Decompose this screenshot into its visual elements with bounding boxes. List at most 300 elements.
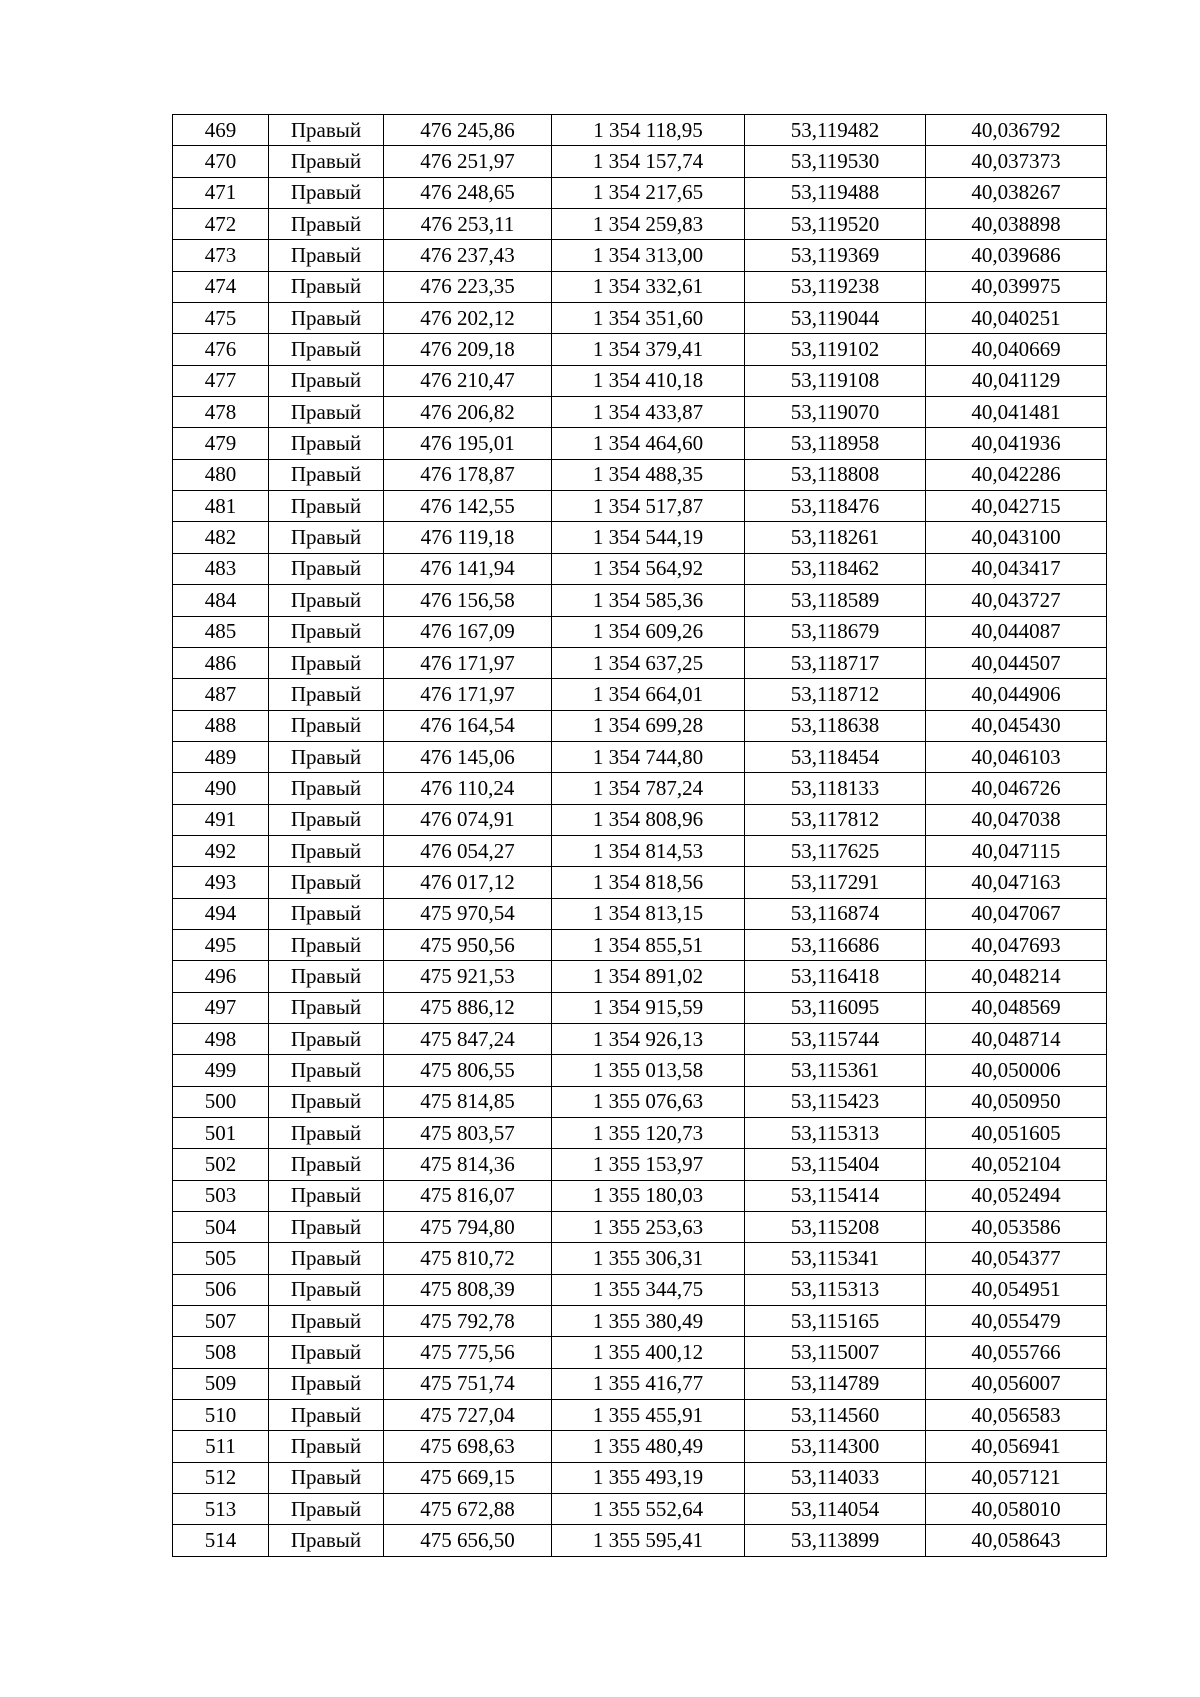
y-coordinate-cell: 1 354 379,41	[552, 334, 745, 365]
point-number-cell: 486	[173, 647, 269, 678]
table-row	[173, 303, 1107, 334]
side-cell: Правый	[269, 553, 384, 584]
table-row	[173, 271, 1107, 302]
x-coordinate-cell: 475 814,85	[384, 1086, 552, 1117]
side-cell: Правый	[269, 240, 384, 271]
y-coordinate-cell: 1 354 585,36	[552, 585, 745, 616]
x-coordinate-cell: 475 847,24	[384, 1023, 552, 1054]
latitude-cell: 53,115007	[745, 1337, 926, 1368]
x-coordinate-cell: 476 141,94	[384, 553, 552, 584]
point-number-cell: 501	[173, 1118, 269, 1149]
side-cell: Правый	[269, 647, 384, 678]
latitude-cell: 53,119044	[745, 303, 926, 334]
point-number-cell: 503	[173, 1180, 269, 1211]
longitude-cell: 40,039975	[926, 271, 1107, 302]
x-coordinate-cell: 475 698,63	[384, 1431, 552, 1462]
table-row	[173, 867, 1107, 898]
table-row	[173, 1494, 1107, 1525]
side-cell: Правый	[269, 522, 384, 553]
y-coordinate-cell: 1 354 699,28	[552, 710, 745, 741]
latitude-cell: 53,117291	[745, 867, 926, 898]
x-coordinate-cell: 476 210,47	[384, 365, 552, 396]
point-number-cell: 509	[173, 1368, 269, 1399]
latitude-cell: 53,119482	[745, 115, 926, 146]
latitude-cell: 53,113899	[745, 1525, 926, 1556]
latitude-cell: 53,118717	[745, 647, 926, 678]
table-row	[173, 898, 1107, 929]
side-cell: Правый	[269, 867, 384, 898]
longitude-cell: 40,046726	[926, 773, 1107, 804]
table-row	[173, 1243, 1107, 1274]
table-row	[173, 929, 1107, 960]
point-number-cell: 495	[173, 929, 269, 960]
point-number-cell: 481	[173, 491, 269, 522]
y-coordinate-cell: 1 354 410,18	[552, 365, 745, 396]
x-coordinate-cell: 476 251,97	[384, 146, 552, 177]
latitude-cell: 53,115404	[745, 1149, 926, 1180]
table-row	[173, 679, 1107, 710]
y-coordinate-cell: 1 354 787,24	[552, 773, 745, 804]
side-cell: Правый	[269, 491, 384, 522]
point-number-cell: 499	[173, 1055, 269, 1086]
latitude-cell: 53,115165	[745, 1306, 926, 1337]
x-coordinate-cell: 475 970,54	[384, 898, 552, 929]
side-cell: Правый	[269, 1212, 384, 1243]
latitude-cell: 53,114033	[745, 1462, 926, 1493]
x-coordinate-cell: 476 164,54	[384, 710, 552, 741]
longitude-cell: 40,050950	[926, 1086, 1107, 1117]
table-row	[173, 491, 1107, 522]
y-coordinate-cell: 1 355 595,41	[552, 1525, 745, 1556]
table-row	[173, 835, 1107, 866]
point-number-cell: 512	[173, 1462, 269, 1493]
y-coordinate-cell: 1 355 380,49	[552, 1306, 745, 1337]
y-coordinate-cell: 1 354 814,53	[552, 835, 745, 866]
latitude-cell: 53,114560	[745, 1400, 926, 1431]
latitude-cell: 53,118261	[745, 522, 926, 553]
longitude-cell: 40,037373	[926, 146, 1107, 177]
x-coordinate-cell: 475 656,50	[384, 1525, 552, 1556]
latitude-cell: 53,118712	[745, 679, 926, 710]
x-coordinate-cell: 475 921,53	[384, 961, 552, 992]
longitude-cell: 40,047693	[926, 929, 1107, 960]
x-coordinate-cell: 476 171,97	[384, 679, 552, 710]
y-coordinate-cell: 1 355 400,12	[552, 1337, 745, 1368]
x-coordinate-cell: 476 110,24	[384, 773, 552, 804]
side-cell: Правый	[269, 271, 384, 302]
longitude-cell: 40,056941	[926, 1431, 1107, 1462]
latitude-cell: 53,118133	[745, 773, 926, 804]
longitude-cell: 40,040251	[926, 303, 1107, 334]
side-cell: Правый	[269, 365, 384, 396]
latitude-cell: 53,115423	[745, 1086, 926, 1117]
latitude-cell: 53,114789	[745, 1368, 926, 1399]
table-row	[173, 1055, 1107, 1086]
longitude-cell: 40,048214	[926, 961, 1107, 992]
side-cell: Правый	[269, 1023, 384, 1054]
longitude-cell: 40,046103	[926, 741, 1107, 772]
table-row	[173, 146, 1107, 177]
point-number-cell: 480	[173, 459, 269, 490]
y-coordinate-cell: 1 355 076,63	[552, 1086, 745, 1117]
point-number-cell: 513	[173, 1494, 269, 1525]
table-row	[173, 710, 1107, 741]
y-coordinate-cell: 1 354 926,13	[552, 1023, 745, 1054]
table-row	[173, 1023, 1107, 1054]
y-coordinate-cell: 1 354 564,92	[552, 553, 745, 584]
side-cell: Правый	[269, 1180, 384, 1211]
x-coordinate-cell: 476 206,82	[384, 397, 552, 428]
table-row	[173, 961, 1107, 992]
longitude-cell: 40,047115	[926, 835, 1107, 866]
side-cell: Правый	[269, 992, 384, 1023]
latitude-cell: 53,115313	[745, 1118, 926, 1149]
side-cell: Правый	[269, 1462, 384, 1493]
point-number-cell: 508	[173, 1337, 269, 1368]
table-row	[173, 459, 1107, 490]
latitude-cell: 53,116686	[745, 929, 926, 960]
point-number-cell: 506	[173, 1274, 269, 1305]
table-row	[173, 209, 1107, 240]
x-coordinate-cell: 475 810,72	[384, 1243, 552, 1274]
latitude-cell: 53,119238	[745, 271, 926, 302]
point-number-cell: 492	[173, 835, 269, 866]
x-coordinate-cell: 475 727,04	[384, 1400, 552, 1431]
x-coordinate-cell: 475 806,55	[384, 1055, 552, 1086]
x-coordinate-cell: 476 195,01	[384, 428, 552, 459]
table-row	[173, 1525, 1107, 1556]
x-coordinate-cell: 476 245,86	[384, 115, 552, 146]
point-number-cell: 472	[173, 209, 269, 240]
side-cell: Правый	[269, 177, 384, 208]
y-coordinate-cell: 1 354 813,15	[552, 898, 745, 929]
latitude-cell: 53,119530	[745, 146, 926, 177]
point-number-cell: 493	[173, 867, 269, 898]
x-coordinate-cell: 476 178,87	[384, 459, 552, 490]
y-coordinate-cell: 1 355 344,75	[552, 1274, 745, 1305]
table-row	[173, 1400, 1107, 1431]
table-row	[173, 1180, 1107, 1211]
latitude-cell: 53,115744	[745, 1023, 926, 1054]
y-coordinate-cell: 1 354 818,56	[552, 867, 745, 898]
y-coordinate-cell: 1 354 433,87	[552, 397, 745, 428]
table-row	[173, 522, 1107, 553]
longitude-cell: 40,054951	[926, 1274, 1107, 1305]
side-cell: Правый	[269, 1118, 384, 1149]
side-cell: Правый	[269, 1149, 384, 1180]
point-number-cell: 476	[173, 334, 269, 365]
table-row	[173, 397, 1107, 428]
x-coordinate-cell: 475 775,56	[384, 1337, 552, 1368]
latitude-cell: 53,114054	[745, 1494, 926, 1525]
side-cell: Правый	[269, 115, 384, 146]
x-coordinate-cell: 475 672,88	[384, 1494, 552, 1525]
longitude-cell: 40,044507	[926, 647, 1107, 678]
latitude-cell: 53,118958	[745, 428, 926, 459]
y-coordinate-cell: 1 354 544,19	[552, 522, 745, 553]
table-row	[173, 365, 1107, 396]
y-coordinate-cell: 1 354 808,96	[552, 804, 745, 835]
table-row	[173, 1337, 1107, 1368]
coordinates-table	[172, 114, 1107, 1557]
latitude-cell: 53,117812	[745, 804, 926, 835]
latitude-cell: 53,119520	[745, 209, 926, 240]
x-coordinate-cell: 476 017,12	[384, 867, 552, 898]
side-cell: Правый	[269, 1274, 384, 1305]
side-cell: Правый	[269, 835, 384, 866]
longitude-cell: 40,055479	[926, 1306, 1107, 1337]
point-number-cell: 488	[173, 710, 269, 741]
longitude-cell: 40,044906	[926, 679, 1107, 710]
latitude-cell: 53,115313	[745, 1274, 926, 1305]
table-row	[173, 804, 1107, 835]
longitude-cell: 40,041936	[926, 428, 1107, 459]
point-number-cell: 502	[173, 1149, 269, 1180]
x-coordinate-cell: 476 074,91	[384, 804, 552, 835]
longitude-cell: 40,047038	[926, 804, 1107, 835]
latitude-cell: 53,114300	[745, 1431, 926, 1462]
point-number-cell: 482	[173, 522, 269, 553]
y-coordinate-cell: 1 354 488,35	[552, 459, 745, 490]
x-coordinate-cell: 476 142,55	[384, 491, 552, 522]
x-coordinate-cell: 475 814,36	[384, 1149, 552, 1180]
x-coordinate-cell: 476 156,58	[384, 585, 552, 616]
side-cell: Правый	[269, 334, 384, 365]
point-number-cell: 496	[173, 961, 269, 992]
x-coordinate-cell: 475 816,07	[384, 1180, 552, 1211]
side-cell: Правый	[269, 1086, 384, 1117]
table-row	[173, 741, 1107, 772]
point-number-cell: 483	[173, 553, 269, 584]
table-row	[173, 1306, 1107, 1337]
point-number-cell: 491	[173, 804, 269, 835]
longitude-cell: 40,043100	[926, 522, 1107, 553]
side-cell: Правый	[269, 616, 384, 647]
longitude-cell: 40,057121	[926, 1462, 1107, 1493]
latitude-cell: 53,119070	[745, 397, 926, 428]
latitude-cell: 53,119369	[745, 240, 926, 271]
y-coordinate-cell: 1 354 259,83	[552, 209, 745, 240]
latitude-cell: 53,119108	[745, 365, 926, 396]
latitude-cell: 53,116095	[745, 992, 926, 1023]
side-cell: Правый	[269, 898, 384, 929]
point-number-cell: 510	[173, 1400, 269, 1431]
point-number-cell: 478	[173, 397, 269, 428]
point-number-cell: 500	[173, 1086, 269, 1117]
longitude-cell: 40,051605	[926, 1118, 1107, 1149]
longitude-cell: 40,055766	[926, 1337, 1107, 1368]
y-coordinate-cell: 1 355 552,64	[552, 1494, 745, 1525]
y-coordinate-cell: 1 354 118,95	[552, 115, 745, 146]
x-coordinate-cell: 476 223,35	[384, 271, 552, 302]
y-coordinate-cell: 1 355 480,49	[552, 1431, 745, 1462]
side-cell: Правый	[269, 146, 384, 177]
longitude-cell: 40,058010	[926, 1494, 1107, 1525]
latitude-cell: 53,116874	[745, 898, 926, 929]
point-number-cell: 498	[173, 1023, 269, 1054]
point-number-cell: 473	[173, 240, 269, 271]
side-cell: Правый	[269, 1337, 384, 1368]
latitude-cell: 53,119488	[745, 177, 926, 208]
side-cell: Правый	[269, 209, 384, 240]
table-row	[173, 240, 1107, 271]
point-number-cell: 470	[173, 146, 269, 177]
point-number-cell: 479	[173, 428, 269, 459]
x-coordinate-cell: 476 248,65	[384, 177, 552, 208]
table-row	[173, 992, 1107, 1023]
x-coordinate-cell: 475 794,80	[384, 1212, 552, 1243]
point-number-cell: 507	[173, 1306, 269, 1337]
table-row	[173, 1368, 1107, 1399]
longitude-cell: 40,056583	[926, 1400, 1107, 1431]
longitude-cell: 40,042286	[926, 459, 1107, 490]
point-number-cell: 511	[173, 1431, 269, 1462]
side-cell: Правый	[269, 303, 384, 334]
y-coordinate-cell: 1 355 416,77	[552, 1368, 745, 1399]
x-coordinate-cell: 475 950,56	[384, 929, 552, 960]
y-coordinate-cell: 1 354 464,60	[552, 428, 745, 459]
side-cell: Правый	[269, 710, 384, 741]
y-coordinate-cell: 1 354 891,02	[552, 961, 745, 992]
longitude-cell: 40,052494	[926, 1180, 1107, 1211]
latitude-cell: 53,115208	[745, 1212, 926, 1243]
side-cell: Правый	[269, 804, 384, 835]
longitude-cell: 40,038267	[926, 177, 1107, 208]
longitude-cell: 40,040669	[926, 334, 1107, 365]
y-coordinate-cell: 1 354 637,25	[552, 647, 745, 678]
side-cell: Правый	[269, 1494, 384, 1525]
latitude-cell: 53,118808	[745, 459, 926, 490]
table-row	[173, 585, 1107, 616]
y-coordinate-cell: 1 354 313,00	[552, 240, 745, 271]
longitude-cell: 40,047067	[926, 898, 1107, 929]
x-coordinate-cell: 476 054,27	[384, 835, 552, 866]
longitude-cell: 40,044087	[926, 616, 1107, 647]
x-coordinate-cell: 475 669,15	[384, 1462, 552, 1493]
side-cell: Правый	[269, 929, 384, 960]
y-coordinate-cell: 1 355 455,91	[552, 1400, 745, 1431]
table-row	[173, 773, 1107, 804]
side-cell: Правый	[269, 1055, 384, 1086]
y-coordinate-cell: 1 354 351,60	[552, 303, 745, 334]
longitude-cell: 40,050006	[926, 1055, 1107, 1086]
longitude-cell: 40,042715	[926, 491, 1107, 522]
side-cell: Правый	[269, 961, 384, 992]
point-number-cell: 469	[173, 115, 269, 146]
longitude-cell: 40,039686	[926, 240, 1107, 271]
y-coordinate-cell: 1 355 253,63	[552, 1212, 745, 1243]
point-number-cell: 485	[173, 616, 269, 647]
x-coordinate-cell: 475 803,57	[384, 1118, 552, 1149]
x-coordinate-cell: 476 119,18	[384, 522, 552, 553]
side-cell: Правый	[269, 1525, 384, 1556]
y-coordinate-cell: 1 354 744,80	[552, 741, 745, 772]
x-coordinate-cell: 475 751,74	[384, 1368, 552, 1399]
longitude-cell: 40,041129	[926, 365, 1107, 396]
latitude-cell: 53,115361	[745, 1055, 926, 1086]
side-cell: Правый	[269, 1243, 384, 1274]
y-coordinate-cell: 1 354 157,74	[552, 146, 745, 177]
x-coordinate-cell: 475 886,12	[384, 992, 552, 1023]
latitude-cell: 53,116418	[745, 961, 926, 992]
longitude-cell: 40,054377	[926, 1243, 1107, 1274]
longitude-cell: 40,041481	[926, 397, 1107, 428]
table-row	[173, 616, 1107, 647]
y-coordinate-cell: 1 355 180,03	[552, 1180, 745, 1211]
point-number-cell: 484	[173, 585, 269, 616]
point-number-cell: 477	[173, 365, 269, 396]
x-coordinate-cell: 476 202,12	[384, 303, 552, 334]
table-row	[173, 428, 1107, 459]
longitude-cell: 40,043417	[926, 553, 1107, 584]
x-coordinate-cell: 475 792,78	[384, 1306, 552, 1337]
x-coordinate-cell: 476 237,43	[384, 240, 552, 271]
longitude-cell: 40,058643	[926, 1525, 1107, 1556]
latitude-cell: 53,119102	[745, 334, 926, 365]
table-row	[173, 1086, 1107, 1117]
y-coordinate-cell: 1 355 013,58	[552, 1055, 745, 1086]
y-coordinate-cell: 1 355 120,73	[552, 1118, 745, 1149]
x-coordinate-cell: 476 145,06	[384, 741, 552, 772]
longitude-cell: 40,048714	[926, 1023, 1107, 1054]
longitude-cell: 40,052104	[926, 1149, 1107, 1180]
table-row	[173, 1431, 1107, 1462]
side-cell: Правый	[269, 1368, 384, 1399]
latitude-cell: 53,117625	[745, 835, 926, 866]
longitude-cell: 40,043727	[926, 585, 1107, 616]
latitude-cell: 53,115341	[745, 1243, 926, 1274]
y-coordinate-cell: 1 354 915,59	[552, 992, 745, 1023]
side-cell: Правый	[269, 1431, 384, 1462]
y-coordinate-cell: 1 354 517,87	[552, 491, 745, 522]
y-coordinate-cell: 1 355 493,19	[552, 1462, 745, 1493]
point-number-cell: 489	[173, 741, 269, 772]
longitude-cell: 40,038898	[926, 209, 1107, 240]
table-row	[173, 553, 1107, 584]
table-row	[173, 1212, 1107, 1243]
x-coordinate-cell: 475 808,39	[384, 1274, 552, 1305]
point-number-cell: 474	[173, 271, 269, 302]
table-row	[173, 115, 1107, 146]
y-coordinate-cell: 1 355 153,97	[552, 1149, 745, 1180]
table-row	[173, 1274, 1107, 1305]
table-row	[173, 1462, 1107, 1493]
side-cell: Правый	[269, 1306, 384, 1337]
side-cell: Правый	[269, 679, 384, 710]
latitude-cell: 53,118638	[745, 710, 926, 741]
longitude-cell: 40,045430	[926, 710, 1107, 741]
table-row	[173, 334, 1107, 365]
y-coordinate-cell: 1 355 306,31	[552, 1243, 745, 1274]
point-number-cell: 505	[173, 1243, 269, 1274]
table-row	[173, 177, 1107, 208]
y-coordinate-cell: 1 354 609,26	[552, 616, 745, 647]
latitude-cell: 53,118679	[745, 616, 926, 647]
y-coordinate-cell: 1 354 855,51	[552, 929, 745, 960]
table-row	[173, 1149, 1107, 1180]
point-number-cell: 490	[173, 773, 269, 804]
table-row	[173, 1118, 1107, 1149]
side-cell: Правый	[269, 397, 384, 428]
side-cell: Правый	[269, 428, 384, 459]
side-cell: Правый	[269, 585, 384, 616]
longitude-cell: 40,036792	[926, 115, 1107, 146]
side-cell: Правый	[269, 773, 384, 804]
x-coordinate-cell: 476 253,11	[384, 209, 552, 240]
longitude-cell: 40,047163	[926, 867, 1107, 898]
longitude-cell: 40,048569	[926, 992, 1107, 1023]
coordinates-table-body	[173, 115, 1107, 1557]
